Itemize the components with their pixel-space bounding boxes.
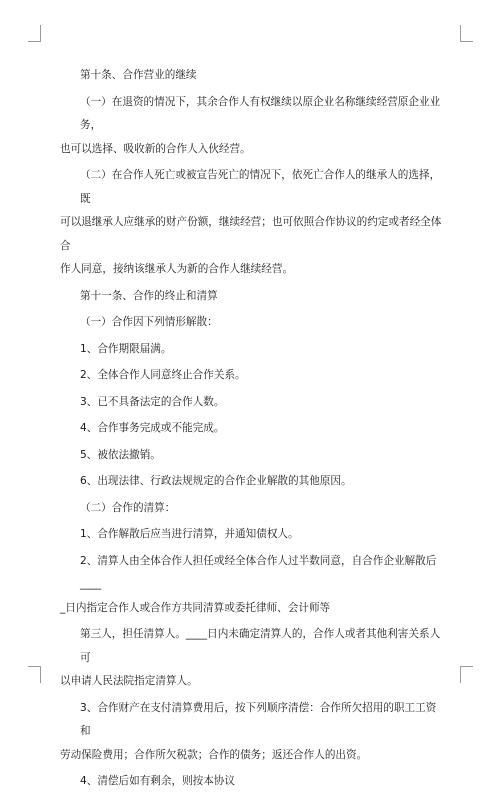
paragraph-line: _日内指定合作人或合作方共同清算或委托律师、会计师等 [60,601,331,614]
document-body [60,64,445,797]
section-heading-10: 第十条、合作营业的继续 [80,69,197,81]
list-item: 4、清偿后如有剩余，则按本协议 [80,775,236,787]
list-item: 2、清算人由全体合作人担任或经全体合作人过半数同意，自合作企业解散后____ [80,554,437,590]
paragraph-line: 劳动保险费用；合作所欠税款；合作的债务；返还合作人的出资。 [60,748,368,761]
list-item: 1、合作期限届满。 [80,342,172,355]
list-item: 6、出现法律、行政法规规定的合作企业解散的其他原因。 [80,475,352,487]
paragraph-line: 可以退继承人应继承的财产份额，继续经营；也可依照合作协议的约定或者经全体合 [60,216,442,252]
crop-mark-top-right [460,25,473,42]
paragraph-line: 也可以选择、吸收新的合作人入伙经营。 [60,142,251,155]
crop-mark-bottom-left [28,666,41,683]
paragraph-line: （二）合作的清算： [80,501,176,514]
list-item: 4、合作事务完成或不能完成。 [80,422,225,434]
paragraph-line: 第三人，担任清算人。____日内未确定清算人的，合作人或者其他利害关系人可 [80,628,441,664]
crop-mark-bottom-right [460,666,473,683]
list-item: 2、全体合作人同意终止合作关系。 [80,369,246,381]
list-item: 1、合作解散后应当进行清算，并通知债权人。 [80,528,299,540]
paragraph-line: （一）合作因下列情形解散： [80,316,218,328]
paragraph-line: （二）在合作人死亡或被宣告死亡的情况下，依死亡合作人的继承人的选择，既 [80,169,441,205]
section-heading-11: 第十一条、合作的终止和清算 [80,289,218,302]
list-item: 5、被依法撤销。 [80,448,161,461]
list-item: 3、已不具备法定的合作人数。 [80,395,225,408]
crop-mark-top-left [28,25,41,42]
paragraph-line: （一）在退资的情况下，其余合作人有权继续以原企业名称继续经营原企业业务， [80,95,441,131]
paragraph-line: 作人同意，接纳该继承人为新的合作人继续经营。 [60,263,294,275]
list-item: 3、合作财产在支付清算费用后，按下列顺序清偿：合作所欠招用的职工工资和 [80,701,437,737]
paragraph-line: 以申请人民法院指定清算人。 [60,675,198,687]
